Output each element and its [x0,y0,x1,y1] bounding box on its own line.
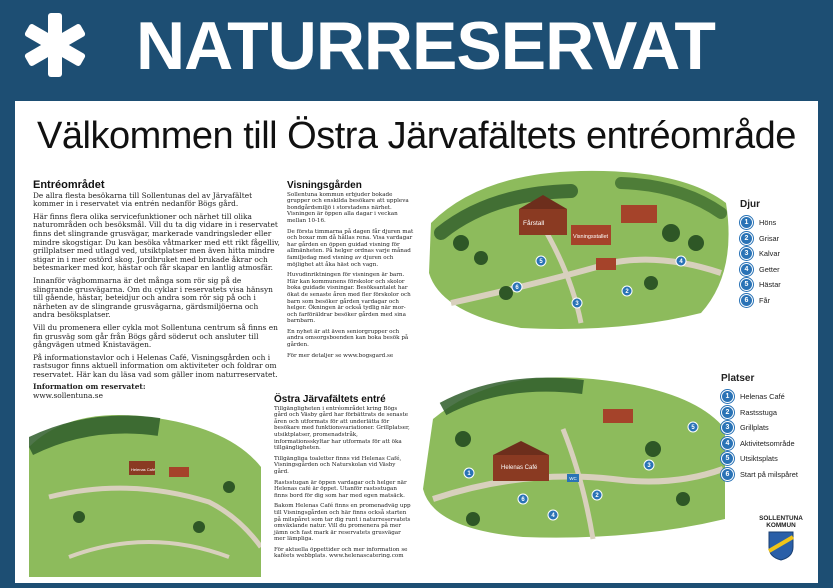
paragraph: Rastsstugan är öppen vardagar och helger när Helenas café är öppet. Utanför rastsstugan finns bord för dig som har med egen matsäck. [274,479,407,499]
legend-number: 5 [740,278,753,291]
legend-number: 5 [721,452,734,465]
legend-item [740,215,781,231]
legend-number: 1 [721,390,734,403]
svg-text:6: 6 [521,497,525,503]
paragraph: De första timmarna på dagen får djuren mat och boxar mm då hållas rena. Visa vardagar har gården en öppen guidad visning för allmänheten. På helger ordnas varje månad familjedag med visning av djuren och möjlighet att åka häst och vagn. [287,228,414,268]
legend-label: Grillplats [740,423,769,433]
naturreservat-title: NATURRESERVAT [136,8,715,84]
paragraph: Vill du promenera eller cykla mot Sollentuna centrum så finns en fin grusväg som går från Bögs gård söderut och ansluter till gångvägen utmed Knistavägen. [33,322,278,350]
svg-text:3: 3 [575,301,579,307]
info-url: www.sollentuna.se [33,391,103,401]
entre-map [413,369,729,541]
kommun-name: SOLLENTUNA [759,515,803,522]
legend-label: Höns [759,218,777,228]
paragraph: Innanför vägbommarna är det många som rör sig på de slingrande grusvägarna. Om du cyklar i reservatets visa hänsyn till gående, hästar, beteidjur och andra som rör sig på och i närheten av de slingrande grusvägarna, gärdsmiljöerna och andra besöksplatser. [33,275,273,320]
legend-number: 2 [721,406,734,419]
header-banner [0,0,833,95]
legend-label: Grisar [759,233,780,243]
svg-text:4: 4 [679,259,683,265]
cafe-label-small: Helenas Café [131,467,156,472]
legend-number: 2 [740,232,753,245]
paragraph: Tillgängligheten i entréområdet kring Bögs gård och Väsby gård har förbättrats de senaste åren och utformats för att underlätta för besökare med funktionsvariationer. Grillplatser, utsiktplatser, promenadstråk, informationsskyltar har utformats för att öka tillgängligheten. [274,405,410,452]
svg-text:5: 5 [539,259,543,265]
section-heading: Entréområdet [33,179,105,191]
legend-item [721,436,798,452]
section-heading: Visningsgården [287,180,362,191]
helenas-cafe-label: Helenas Café [501,465,538,471]
legend-number: 6 [740,294,753,307]
visningsstallet-label: Visningsstallet [573,234,609,240]
wc-label: WC [569,476,577,481]
legend-item [740,293,781,309]
paragraph: De allra flesta besökarna till Sollentunas del av Järvafältet kommer in i reservatet via entrén nedanför Bögs gård. [33,190,253,209]
farstall-label: Fårstall [523,220,545,227]
legend-label: Aktivitetsområde [740,438,795,448]
legend-label: Hästar [759,280,781,290]
legend-item [740,246,781,262]
kommun-suffix: KOMMUN [766,522,796,529]
ostra-section [274,394,411,564]
legend-item [721,420,798,436]
svg-text:4: 4 [551,513,555,519]
legend-number: 3 [721,421,734,434]
svg-text:5: 5 [691,425,695,431]
legend-label: Helenas Café [740,392,785,402]
paragraph: En nyhet är att även seniorgrupper och andra omsorgsboenden kan boka besök på gården. [287,328,409,349]
paragraph: Huvudinriktningen för visningen är barn. Här kan kommunens förskolor och skolor boka guidade visningar. Besöksantalet har ökat de senaste åren med fler förskolor och barn som besöker gården vardagar och helger. Ökningen är också tydlig när mor- och farföräldrar besöker gården med sina barnbarn. [287,272,411,325]
entreomradet-section [33,181,281,401]
paragraph: För aktuella öppettider och mer information se kaféets webbplats. www.helenascatering.com [274,546,408,560]
legend-number: 4 [740,263,753,276]
legend-label: Start på milspåret [740,469,798,479]
svg-text:2: 2 [625,289,629,295]
page-title: Välkommen till Östra Järvafältets entréområde [37,115,796,157]
legend-item [721,405,798,421]
visningsgarden-section [287,180,415,363]
legend-item [721,389,798,405]
paragraph: På informationstavlor och i Helenas Café, Visningsgården och i rastsugor finns aktuell information om aktiviteter och foldrar om reservatet. Här kan du läsa vad som gäller inom naturreservatet. [33,352,278,379]
legend-label: Rastsstuga [740,407,777,417]
legend-item [740,277,781,293]
paragraph: Här finns flera olika servicefunktioner och närhet till olika naturområden och besöksmål. Vill du ta dig vidare in i reservatet finns det slingrande grusvägar, markerade vandringsleder eller mindre skogstigar. Du kan besöka våtmarker med ett rikt fågelliv, grillplatser med utlagd ved, utsiktplatser men även hitta mindre stigar in i mer ostörd skog. Jordbruket med brukade åkrar och betesmarker med kor, hästar och får skapar en lantlig atmosfär. [33,211,280,273]
coat-of-arms-icon [768,531,794,561]
legend-number: 3 [740,247,753,260]
legend-item [721,467,798,483]
visningsgarden-map [421,163,737,333]
info-label: Information om reservatet: [33,382,146,392]
legend-item [740,262,781,278]
svg-text:2: 2 [595,493,599,499]
svg-text:6: 6 [515,285,519,291]
legend-title: Djur [740,199,760,210]
legend-label: Utsiktsplats [740,454,778,464]
paragraph: Sollentuna kommun erbjuder bokade grupper och enskilda besökare att uppleva bondgårdsmiljö i storstadens närhet. Visningen är öppen alla dagar i veckan mellan 10-16. [287,191,409,224]
paragraph: För mer detaljer se www.bogsgard.se [287,352,394,359]
legend-label: Kalvar [759,249,780,259]
legend-label: Får [759,295,771,305]
legend-title: Platser [721,373,755,384]
section-heading: Östra Järvafältets entré [274,394,386,405]
legend-number: 1 [740,216,753,229]
legend-item [721,451,798,467]
snowflake-asterisk-icon [22,12,88,78]
platser-legend [721,373,798,482]
legend-label: Getter [759,264,780,274]
legend-number: 4 [721,437,734,450]
djur-legend [740,199,781,308]
sollentuna-kommun-logo [751,515,811,563]
svg-text:1: 1 [467,471,471,477]
svg-text:3: 3 [647,463,651,469]
legend-item [740,231,781,247]
paragraph: Tillgängliga toaletter finns vid Helenas Café, Visningsgården och Naturskolan vid Väsby gård. [274,455,402,475]
paragraph: Bakom Helenas Café finns en promenadväg upp till Visningsgården och här finns också starten på milspåret som tar dig runt i naturreservatets omväxlande natur. Vill du promenera på mer jämn och fast mark är reservatets grusvägar mer lämpliga. [274,503,411,543]
legend-number: 6 [721,468,734,481]
sign-panel [15,101,818,583]
overview-map [29,407,261,577]
